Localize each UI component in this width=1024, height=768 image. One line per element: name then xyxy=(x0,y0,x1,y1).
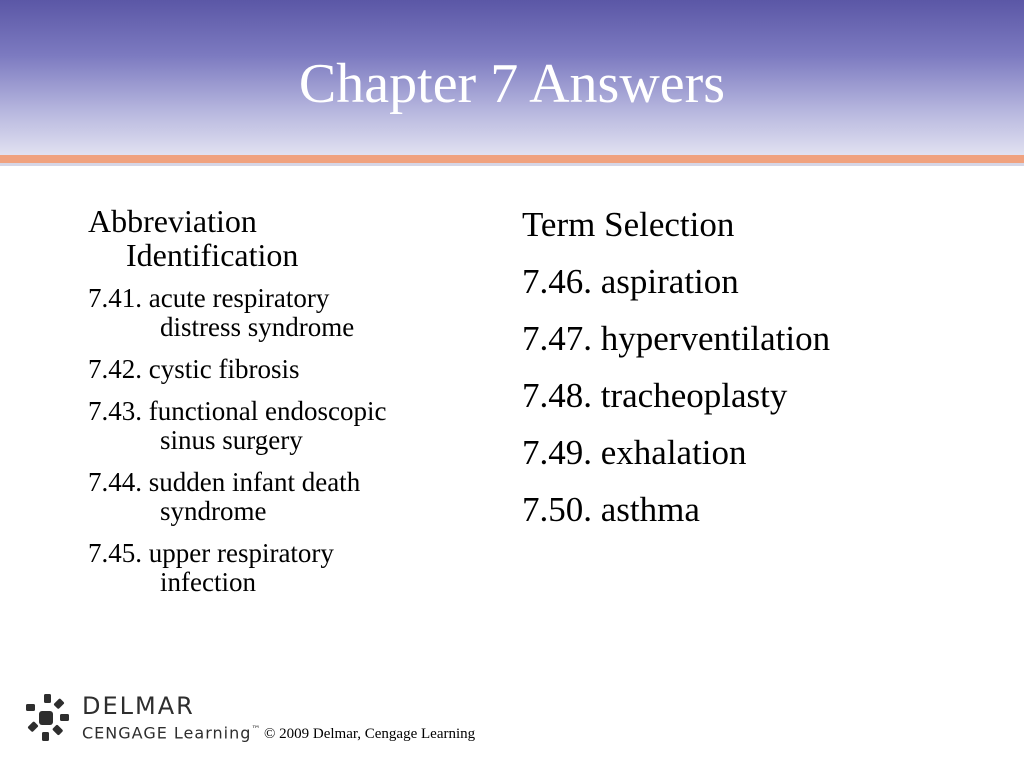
copyright-text: © 2009 Delmar, Cengage Learning xyxy=(264,726,476,742)
trademark-symbol: ™ xyxy=(251,725,262,735)
item-text-continued: sinus surgery xyxy=(160,425,303,455)
list-item xyxy=(88,395,488,456)
delmar-cengage-logo xyxy=(22,692,262,744)
item-text: 7.42. cystic fibrosis xyxy=(88,354,300,384)
left-heading-line1: Abbreviation xyxy=(88,203,257,239)
left-heading-line2: Identification xyxy=(126,237,299,273)
slide-title: Chapter 7 Answers xyxy=(298,53,726,115)
left-heading xyxy=(88,204,488,272)
item-text-continued: distress syndrome xyxy=(160,312,355,342)
list-item xyxy=(88,537,488,598)
list-item: 7.46. aspiration xyxy=(522,262,739,301)
list-item: 7.50. asthma xyxy=(522,490,700,529)
logo-wordmark-cengage xyxy=(82,720,261,743)
list-item: 7.48. tracheoplasty xyxy=(522,376,788,415)
left-column xyxy=(88,204,488,608)
list-item xyxy=(88,466,488,527)
logo-mark-icon xyxy=(22,692,74,744)
logo-wordmark-cengage-text: CENGAGE Learning xyxy=(82,723,252,743)
list-item xyxy=(88,353,488,385)
right-column xyxy=(522,204,962,546)
item-text: 7.44. sudden infant death xyxy=(88,467,361,497)
list-item: 7.47. hyperventilation xyxy=(522,319,831,358)
item-text-continued: syndrome xyxy=(160,496,267,526)
header-shadow-line xyxy=(0,163,1024,166)
logo-wordmark-delmar: DELMAR xyxy=(82,692,195,720)
item-text: 7.41. acute respiratory xyxy=(88,283,330,313)
item-text: 7.43. functional endoscopic xyxy=(88,396,387,426)
list-item xyxy=(88,282,488,343)
right-heading: Term Selection xyxy=(522,205,735,244)
item-text-continued: infection xyxy=(160,567,256,597)
header-accent-line xyxy=(0,155,1024,163)
item-text: 7.45. upper respiratory xyxy=(88,538,334,568)
list-item: 7.49. exhalation xyxy=(522,433,747,472)
